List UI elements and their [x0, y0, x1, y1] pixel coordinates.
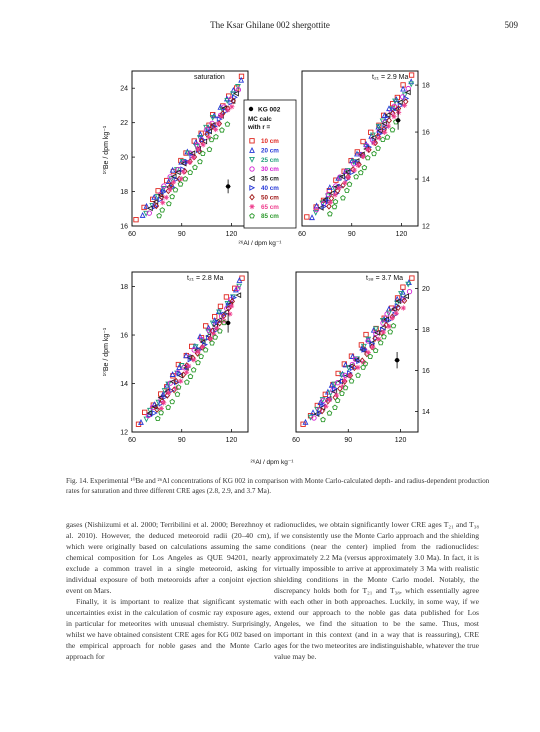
kg002-data-point — [395, 358, 399, 362]
y-tick-label: 14 — [120, 381, 128, 389]
mc-points — [305, 73, 414, 220]
legend-mc-label: MC calc — [248, 116, 272, 123]
mc-point — [160, 208, 165, 212]
panel-title: t₂₁ = 2.8 Ma — [187, 275, 224, 282]
chart-panel — [292, 272, 430, 444]
mc-point — [342, 180, 347, 185]
mc-point — [166, 405, 171, 409]
paragraph: gases (Nishiizumi et al. 2000; Terribilini et al. 2000; Berezhnoy et al. 2010). However, the deduced meteoroid radii (20–40 cm), which were originally based on calculations assuming the same chemical composition for Los Angeles as QUE 94201, nearly exclude a common travel in a single meteoroid, asking for individual exposure of both meteoroids after a conjoint ejection event on Mars. — [66, 520, 271, 595]
mc-point — [140, 213, 144, 217]
x-tick-label: 60 — [298, 231, 306, 238]
mc-point — [203, 348, 208, 352]
mc-point — [323, 404, 328, 409]
mc-point — [142, 410, 146, 414]
mc-point — [410, 276, 414, 280]
mc-point — [372, 151, 377, 155]
x-tick-label: 120 — [225, 231, 238, 238]
y-tick-label: 20 — [120, 154, 128, 162]
mc-point — [193, 165, 198, 169]
running-title: The Ksar Ghilane 002 shergottite — [210, 20, 330, 30]
y-axis-label: ¹⁰Be / dpm kg⁻¹ — [103, 125, 110, 175]
mc-point — [186, 363, 191, 368]
x-axis-label: ²⁶Al / dpm kg⁻¹ — [238, 240, 282, 247]
mc-point — [187, 160, 192, 165]
chart-panel — [298, 71, 430, 238]
mc-points — [136, 276, 244, 426]
x-tick-label: 120 — [395, 231, 408, 238]
mc-point — [328, 211, 333, 215]
x-tick-label: 90 — [347, 231, 356, 238]
mc-point — [355, 162, 360, 167]
mc-point — [361, 154, 366, 159]
mc-point — [218, 304, 222, 308]
mc-point — [218, 329, 223, 333]
mc-point — [315, 412, 319, 416]
y-tick-label: 18 — [120, 189, 128, 197]
mc-point — [200, 344, 205, 349]
x-tick-label: 60 — [128, 231, 136, 238]
mc-point — [327, 397, 332, 402]
page-number: 509 — [504, 20, 518, 30]
mc-point — [362, 165, 367, 169]
mc-point — [376, 146, 381, 150]
mc-point — [356, 373, 361, 377]
mc-point — [332, 204, 337, 208]
legend-mc-label: with r = — [248, 124, 271, 131]
mc-point — [334, 392, 339, 397]
x-tick-label: 90 — [177, 231, 186, 238]
mc-point — [224, 295, 228, 299]
paragraph: Finally, it is important to realize that significant systematic uncertainties exist in the calculation of cosmic ray exposure ages, in particular for meteorites with unusual chemistry. Surprisingly, whilst we have obtained consistent CRE ages for KG 002 based on the empirical approach for noble gases and the Monte Carlo approach for — [66, 597, 271, 661]
mc-point — [229, 104, 234, 109]
mc-point — [354, 174, 359, 178]
x-tick-label: 120 — [225, 437, 238, 444]
mc-point — [199, 354, 204, 358]
mc-point — [181, 372, 185, 377]
legend-data-label: KG 002 — [258, 106, 281, 114]
y-tick-label: 20 — [422, 285, 430, 293]
mc-point — [170, 194, 175, 198]
legend-entry-label: 25 cm — [261, 156, 279, 164]
mc-point — [175, 392, 180, 396]
mc-point — [387, 307, 391, 311]
mc-point — [200, 142, 205, 147]
legend-marker — [249, 204, 254, 209]
mc-point — [364, 332, 368, 336]
legend-entry-label: 50 cm — [261, 194, 279, 202]
legend-data-marker — [249, 107, 253, 111]
chart-panel — [120, 272, 248, 444]
mc-point — [386, 324, 391, 329]
mc-point — [361, 139, 365, 143]
mc-point — [207, 147, 212, 151]
y-tick-label: 18 — [120, 284, 128, 292]
legend-entry-label: 35 cm — [261, 175, 279, 183]
mc-point — [340, 391, 345, 395]
panel-title: saturation — [194, 74, 225, 81]
mc-point — [336, 185, 341, 190]
mc-point — [219, 114, 224, 119]
legend-entry-label: 10 cm — [261, 138, 279, 145]
mc-point — [352, 167, 357, 172]
mc-point — [347, 182, 352, 186]
mc-point — [201, 151, 206, 155]
mc-point — [333, 405, 338, 409]
mc-point — [382, 334, 387, 338]
y-axis-label: ¹⁰Be / dpm kg⁻¹ — [103, 327, 110, 377]
mc-point — [148, 206, 152, 210]
mc-point — [161, 400, 166, 405]
mc-point — [333, 192, 338, 197]
mc-point — [391, 114, 396, 119]
y-tick-label: 16 — [422, 129, 430, 137]
mc-points — [301, 276, 414, 427]
x-axis-label: ²⁶Al / dpm kg⁻¹ — [250, 459, 294, 466]
x-tick-label: 60 — [128, 437, 136, 444]
mc-point — [157, 213, 162, 217]
mc-point — [166, 390, 171, 395]
body-column-right — [274, 519, 479, 662]
panel-title: t₂₁ = 2.9 Ma — [372, 74, 409, 81]
y-tick-label: 14 — [422, 408, 430, 416]
mc-point — [225, 122, 230, 126]
mc-point — [220, 128, 225, 132]
mc-point — [191, 155, 196, 160]
mc-point — [314, 210, 318, 214]
x-tick-label: 90 — [344, 437, 353, 444]
legend-entry-label: 20 cm — [261, 147, 279, 155]
mc-point — [373, 348, 378, 352]
legend — [244, 100, 296, 228]
mc-point — [401, 285, 405, 289]
mc-point — [345, 188, 350, 192]
mc-point — [310, 215, 314, 219]
mc-point — [185, 380, 190, 384]
mc-point — [321, 417, 326, 421]
y-tick-label: 12 — [422, 223, 430, 231]
y-tick-label: 16 — [422, 367, 430, 375]
mc-point — [160, 200, 165, 205]
y-tick-label: 22 — [120, 120, 128, 128]
mc-point — [349, 379, 354, 383]
y-tick-label: 12 — [120, 429, 128, 437]
plot-frame — [302, 71, 418, 226]
mc-point — [162, 190, 166, 194]
mc-point — [173, 188, 178, 192]
mc-point — [171, 180, 176, 185]
mc-point — [167, 201, 172, 205]
mc-point — [368, 354, 373, 358]
kg002-data-point — [396, 118, 400, 122]
mc-point — [188, 170, 193, 174]
x-tick-label: 120 — [394, 437, 407, 444]
legend-entry-label: 65 cm — [261, 203, 279, 211]
mc-points — [134, 74, 244, 222]
legend-entry-label: 40 cm — [261, 185, 279, 192]
x-tick-label: 90 — [177, 437, 186, 444]
mc-point — [170, 168, 174, 172]
y-tick-label: 18 — [422, 82, 430, 90]
mc-point — [181, 169, 186, 174]
mc-point — [401, 305, 406, 310]
mc-point — [328, 200, 333, 205]
mc-point — [214, 326, 219, 331]
mc-point — [210, 341, 215, 345]
figure-caption: Fig. 14. Experimental ¹⁰Be and ²⁶Al concentrations of KG 002 in comparison with Monte Carlo-calculated depth- and radius-dependent production rates for saturation and three different CRE ages (2.8, 2.9, and 3.7 Ma). — [66, 477, 490, 495]
body-column-left — [66, 519, 271, 662]
mc-point — [184, 370, 189, 375]
kg002-data-point — [226, 321, 230, 325]
chart-panel — [120, 71, 248, 238]
mc-point — [390, 128, 395, 132]
mc-point — [385, 135, 390, 139]
mc-point — [382, 130, 387, 135]
mc-point — [394, 311, 399, 316]
mc-point — [338, 386, 342, 391]
mc-point — [355, 365, 360, 370]
mc-point — [358, 170, 363, 174]
mc-point — [333, 199, 338, 203]
mc-point — [164, 195, 169, 200]
y-tick-label: 18 — [422, 326, 430, 334]
mc-point — [396, 110, 401, 115]
mc-point — [305, 215, 309, 219]
mc-point — [170, 372, 174, 376]
mc-point — [407, 289, 411, 293]
legend-entry-label: 85 cm — [261, 213, 279, 221]
mc-point — [170, 399, 175, 403]
mc-point — [236, 293, 240, 297]
mc-point — [134, 217, 138, 221]
mc-point — [213, 127, 218, 132]
y-tick-label: 16 — [120, 223, 128, 231]
mc-point — [198, 159, 203, 163]
mc-point — [196, 360, 201, 364]
mc-point — [388, 330, 393, 334]
mc-point — [402, 103, 407, 108]
y-tick-label: 16 — [120, 332, 128, 340]
mc-point — [191, 368, 196, 372]
mc-point — [381, 330, 386, 335]
paragraph: radionuclides, we obtain significantly lower CRE ages T₂₁ and T₃₈ if we consistently use the Monte Carlo approach and the shielding conditions (near the center) implied from the radionuclides: approximately 2.2 Ma (versus approximately 3.0 Ma). In fact, it is virtually impossible to arrive at approximately 3 Ma with realistic shielding conditions in the Monte Carlo model. Notably, the discrepancy holds both for T₂₁ and T₃₈, which essentially agree with each other in both approaches. Luckily, in some way, if we extend our approach to the noble gas data published for Los Angeles, we find the situation to be the same. Thus, most important in this context (and in a way that is reassuring), CRE ages for the two meteorites are indistinguishable, whatever the true value may be. — [274, 520, 479, 661]
mc-point — [365, 155, 370, 159]
mc-point — [178, 182, 183, 186]
mc-point — [162, 184, 166, 188]
y-tick-label: 14 — [422, 176, 430, 184]
mc-point — [327, 411, 332, 415]
mc-point — [341, 196, 346, 200]
mc-point — [188, 374, 193, 378]
mc-point — [391, 323, 396, 327]
mc-point — [214, 134, 219, 138]
panel-title: t₃₈ = 3.7 Ma — [366, 275, 404, 282]
kg002-data-point — [226, 184, 230, 188]
mc-point — [155, 416, 160, 420]
x-tick-label: 60 — [292, 437, 300, 444]
legend-entry-label: 30 cm — [261, 166, 279, 174]
mc-point — [335, 398, 340, 402]
y-tick-label: 24 — [120, 85, 128, 93]
mc-point — [409, 73, 413, 77]
